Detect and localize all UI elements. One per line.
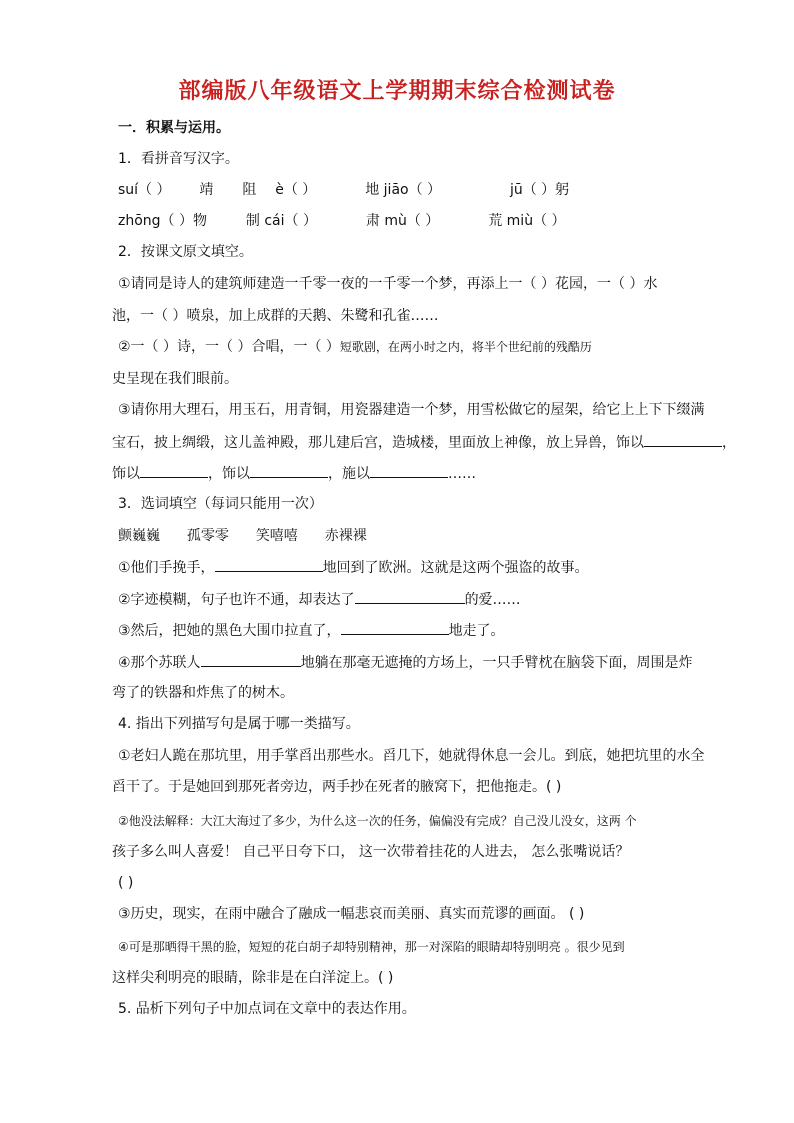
q3-text: 地走了。 — [448, 623, 505, 639]
q3-text: 地回到了欧洲。这就是这两个强盗的故事。 — [322, 560, 589, 576]
pinyin-item: zhōng（ ）物 — [118, 213, 207, 229]
answer-blank[interactable] — [140, 463, 208, 478]
pinyin-item: jū（ ）躬 — [509, 182, 570, 198]
q2-item3-text: 饰以 — [112, 466, 140, 482]
q4-sentence-4-line1: ④可是那晒得干黑的脸，短短的花白胡子却特别精神，那一对深陷的眼睛却特别明亮 。很少见到 — [118, 940, 625, 954]
word-option: 颤巍巍 — [118, 528, 160, 544]
q3-sentence-4-line1 — [118, 652, 693, 673]
q3-sentence-1 — [118, 557, 589, 578]
q2-item3-text: ，施以 — [328, 466, 370, 482]
pinyin-item: 肃 mù（ ） — [365, 213, 440, 229]
q2-item1-line1: ①请同是诗人的建筑师建造一千零一夜的一千零一个梦，再添上一（ ）花园，一（ ）水 — [118, 276, 658, 292]
q3-sentence-2 — [118, 589, 521, 610]
pinyin-item: 阻 — [242, 182, 257, 198]
answer-blank[interactable] — [250, 463, 328, 478]
q3-text: 的爱…… — [464, 592, 521, 608]
answer-blank[interactable] — [644, 432, 722, 447]
question-1-label: 1．看拼音写汉字。 — [118, 151, 239, 167]
q2-item3-text: ，饰以 — [208, 466, 250, 482]
pinyin-item: 荒 miù（ ） — [488, 213, 566, 229]
question-3-label: 3．选词填空（每词只能用一次） — [118, 496, 323, 512]
q2-item3-line2 — [112, 432, 736, 453]
answer-blank[interactable] — [355, 589, 465, 604]
q2-item3-text: 宝石，披上绸缎，这儿盖神殿，那儿建后宫，造城楼，里面放上神像，放上异兽，饰以 — [112, 435, 644, 451]
q2-item3-line1: ③请你用大理石，用玉石，用青铜，用瓷器建造一个梦，用雪松做它的屋架，给它上上下下缀满 — [118, 402, 705, 418]
answer-blank[interactable] — [201, 652, 301, 667]
question-4-label: 4. 指出下列描写句是属于哪一类描写。 — [118, 716, 360, 732]
q4-sentence-2-line2: 孩子多么叫人喜爱！ 自己平日夸下口， 这一次带着挂花的人进去， 怎么张嘴说话？ — [112, 844, 630, 860]
q2-item1-line2: 池，一（ ）喷泉，加上成群的天鹅、朱鹭和孔雀…… — [112, 308, 439, 324]
q4-sentence-1-line2: 舀干了。于是她回到那死者旁边，两手抄在死者的腋窝下，把他拖走。( ) — [112, 779, 562, 795]
question-5-label: 5. 品析下列句子中加点词在文章中的表达作用。 — [118, 1001, 416, 1017]
q3-text: ②字迹模糊，句子也许不通，却表达了 — [118, 592, 355, 608]
answer-blank[interactable] — [370, 463, 448, 478]
q2-item2-small-text: 短歌剧，在两小时之内，将半个世纪前的残酷历 — [339, 340, 592, 354]
q2-item3-text: ， — [722, 435, 736, 451]
q4-sentence-3: ③历史，现实，在雨中融合了融成一幅悲哀而美丽、真实而荒谬的画面。 ( ) — [118, 906, 585, 922]
pinyin-item: è（ ） — [275, 182, 317, 198]
pinyin-item: 制 cái（ ） — [245, 213, 317, 229]
page-title: 部编版八年级语文上学期期末综合检测试卷 — [178, 78, 616, 104]
q2-item3-text: …… — [448, 466, 476, 482]
question-2-label: 2．按课文原文填空。 — [118, 244, 253, 260]
pinyin-item: suí（ ） — [118, 182, 171, 198]
q3-text: ①他们手挽手， — [118, 560, 215, 576]
pinyin-item: 靖 — [199, 182, 214, 198]
q2-item2-line1 — [118, 337, 592, 357]
q4-sentence-2-line3: ( ) — [118, 875, 134, 891]
section-heading: 一．积累与运用。 — [118, 120, 230, 136]
word-option: 赤裸裸 — [324, 528, 367, 544]
q4-sentence-1-line1: ①老妇人跪在那坑里，用手掌舀出那些水。舀几下，她就得休息一会儿。到底，她把坑里的水全 — [118, 748, 705, 764]
answer-blank[interactable] — [215, 557, 323, 572]
answer-blank[interactable] — [341, 620, 449, 635]
pinyin-row-2 — [118, 211, 566, 231]
q2-item2-line2: 史呈现在我们眼前。 — [112, 371, 238, 387]
q3-sentence-3 — [118, 620, 505, 641]
q2-item2-text: ②一（ ）诗，一（ ）合唱，一（ ） — [118, 339, 340, 355]
q4-sentence-4-line2: 这样尖利明亮的眼睛，除非是在白洋淀上。( ) — [112, 970, 394, 986]
q4-sentence-2-line1: ②他没法解释：大江大海过了多少，为什么这一次的任务，偏偏没有完成？自己没儿没女，这两 个 — [118, 814, 637, 828]
q2-item3-line3 — [112, 463, 476, 484]
pinyin-row-1 — [118, 180, 569, 200]
pinyin-item: 地 jiāo（ ） — [365, 182, 442, 198]
q3-text: ③然后，把她的黑色大围巾拉直了， — [118, 623, 341, 639]
word-bank — [118, 526, 367, 546]
q3-text: ④那个苏联人 — [118, 655, 201, 671]
word-option: 笑嘻嘻 — [255, 528, 298, 544]
q3-sentence-4-line2: 弯了的铁器和炸焦了的树木。 — [112, 685, 294, 701]
q3-text: 地躺在那毫无遮掩的方场上，一只手臂枕在脑袋下面，周围是炸 — [300, 655, 693, 671]
word-option: 孤零零 — [186, 528, 229, 544]
